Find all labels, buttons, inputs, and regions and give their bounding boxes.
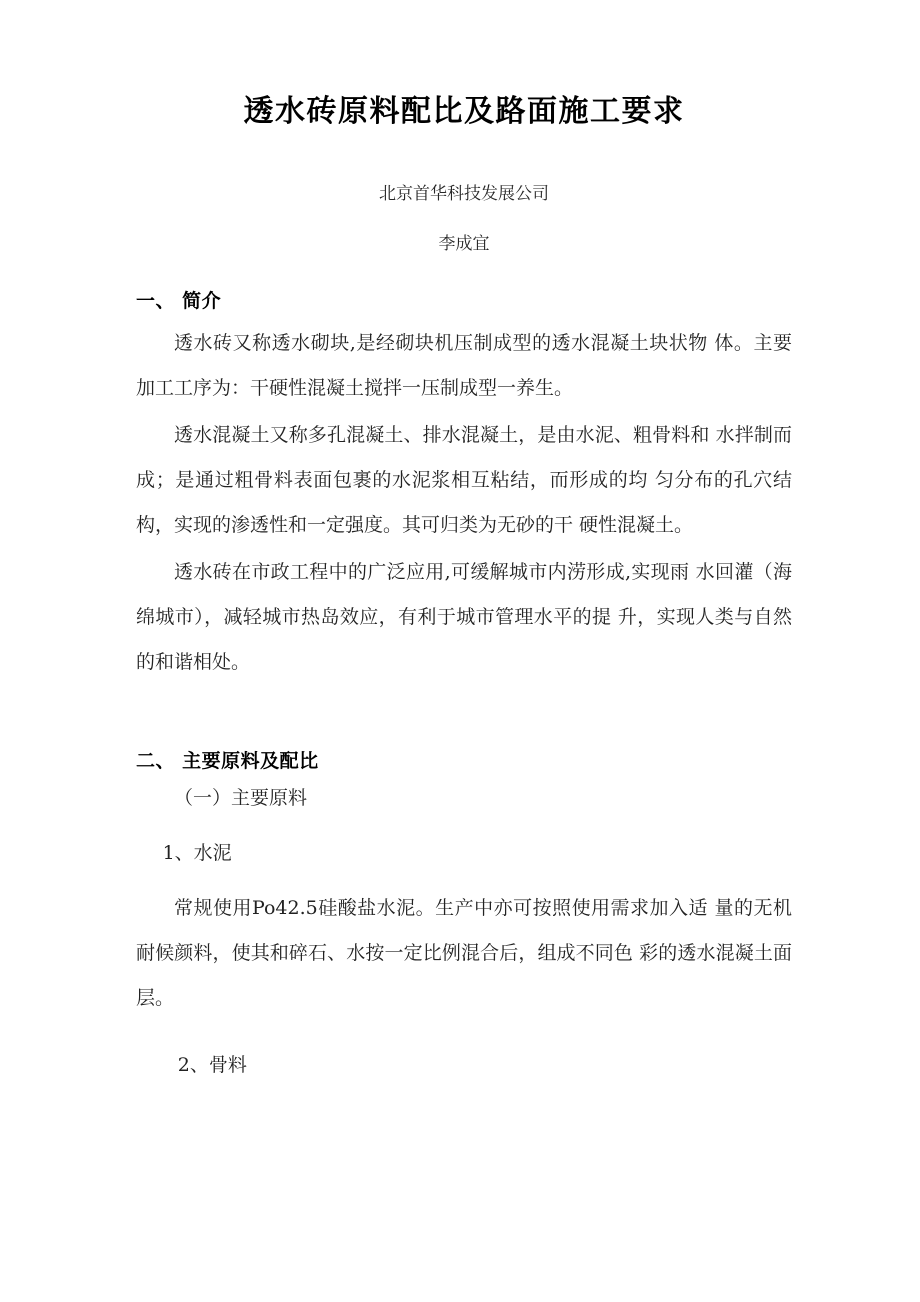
item-label-cement: 1、水泥 [162, 841, 232, 864]
organization-name: 北京首华科技发展公司 [379, 184, 549, 204]
paragraph-cement: 常规使用Po42.5硅酸盐水泥。生产中亦可按照使用需求加入适 量的无机耐候颜料，使其和碎石、水按一定比例混合后，组成不同色 彩的透水混凝土面层。 [136, 896, 792, 1009]
document-content-column [136, 0, 792, 1088]
spacer [136, 821, 792, 831]
page-title: 透水砖原料配比及路面施工要求 [243, 94, 685, 129]
item-label-aggregate: 2、骨料 [177, 1053, 247, 1076]
paragraph-intro-3: 透水砖在市政工程中的广泛应用,可缓解城市内涝形成,实现雨 水回灌（海绵城市），减轻城市热岛效应，有利于城市管理水平的提 升，实现人类与自然的和谐相处。 [136, 561, 792, 674]
section-heading-introduction: 一、 简介 [136, 289, 222, 312]
author-name: 李成宜 [438, 233, 490, 254]
section-heading-main-materials: 二、 主要原料及配比 [136, 750, 319, 773]
spacer [136, 1021, 792, 1043]
spacer [136, 876, 792, 886]
paragraph-intro-2: 透水混凝土又称多孔混凝土、排水混凝土，是由水泥、粗骨料和 水拌制而成；是通过粗骨料表面包裹的水泥浆相互粘结，而形成的均 匀分布的孔穴结构，实现的渗透性和一定强度。其可归类为无砂的干 硬性混凝土。 [136, 424, 792, 537]
subsection-label-main-materials: （一）主要原料 [174, 786, 308, 809]
paragraph-intro-1: 透水砖又称透水砌块,是经砌块机压制成型的透水混凝土块状物 体。主要加工工序为：干硬性混凝土搅拌一压制成型一养生。 [136, 332, 792, 400]
